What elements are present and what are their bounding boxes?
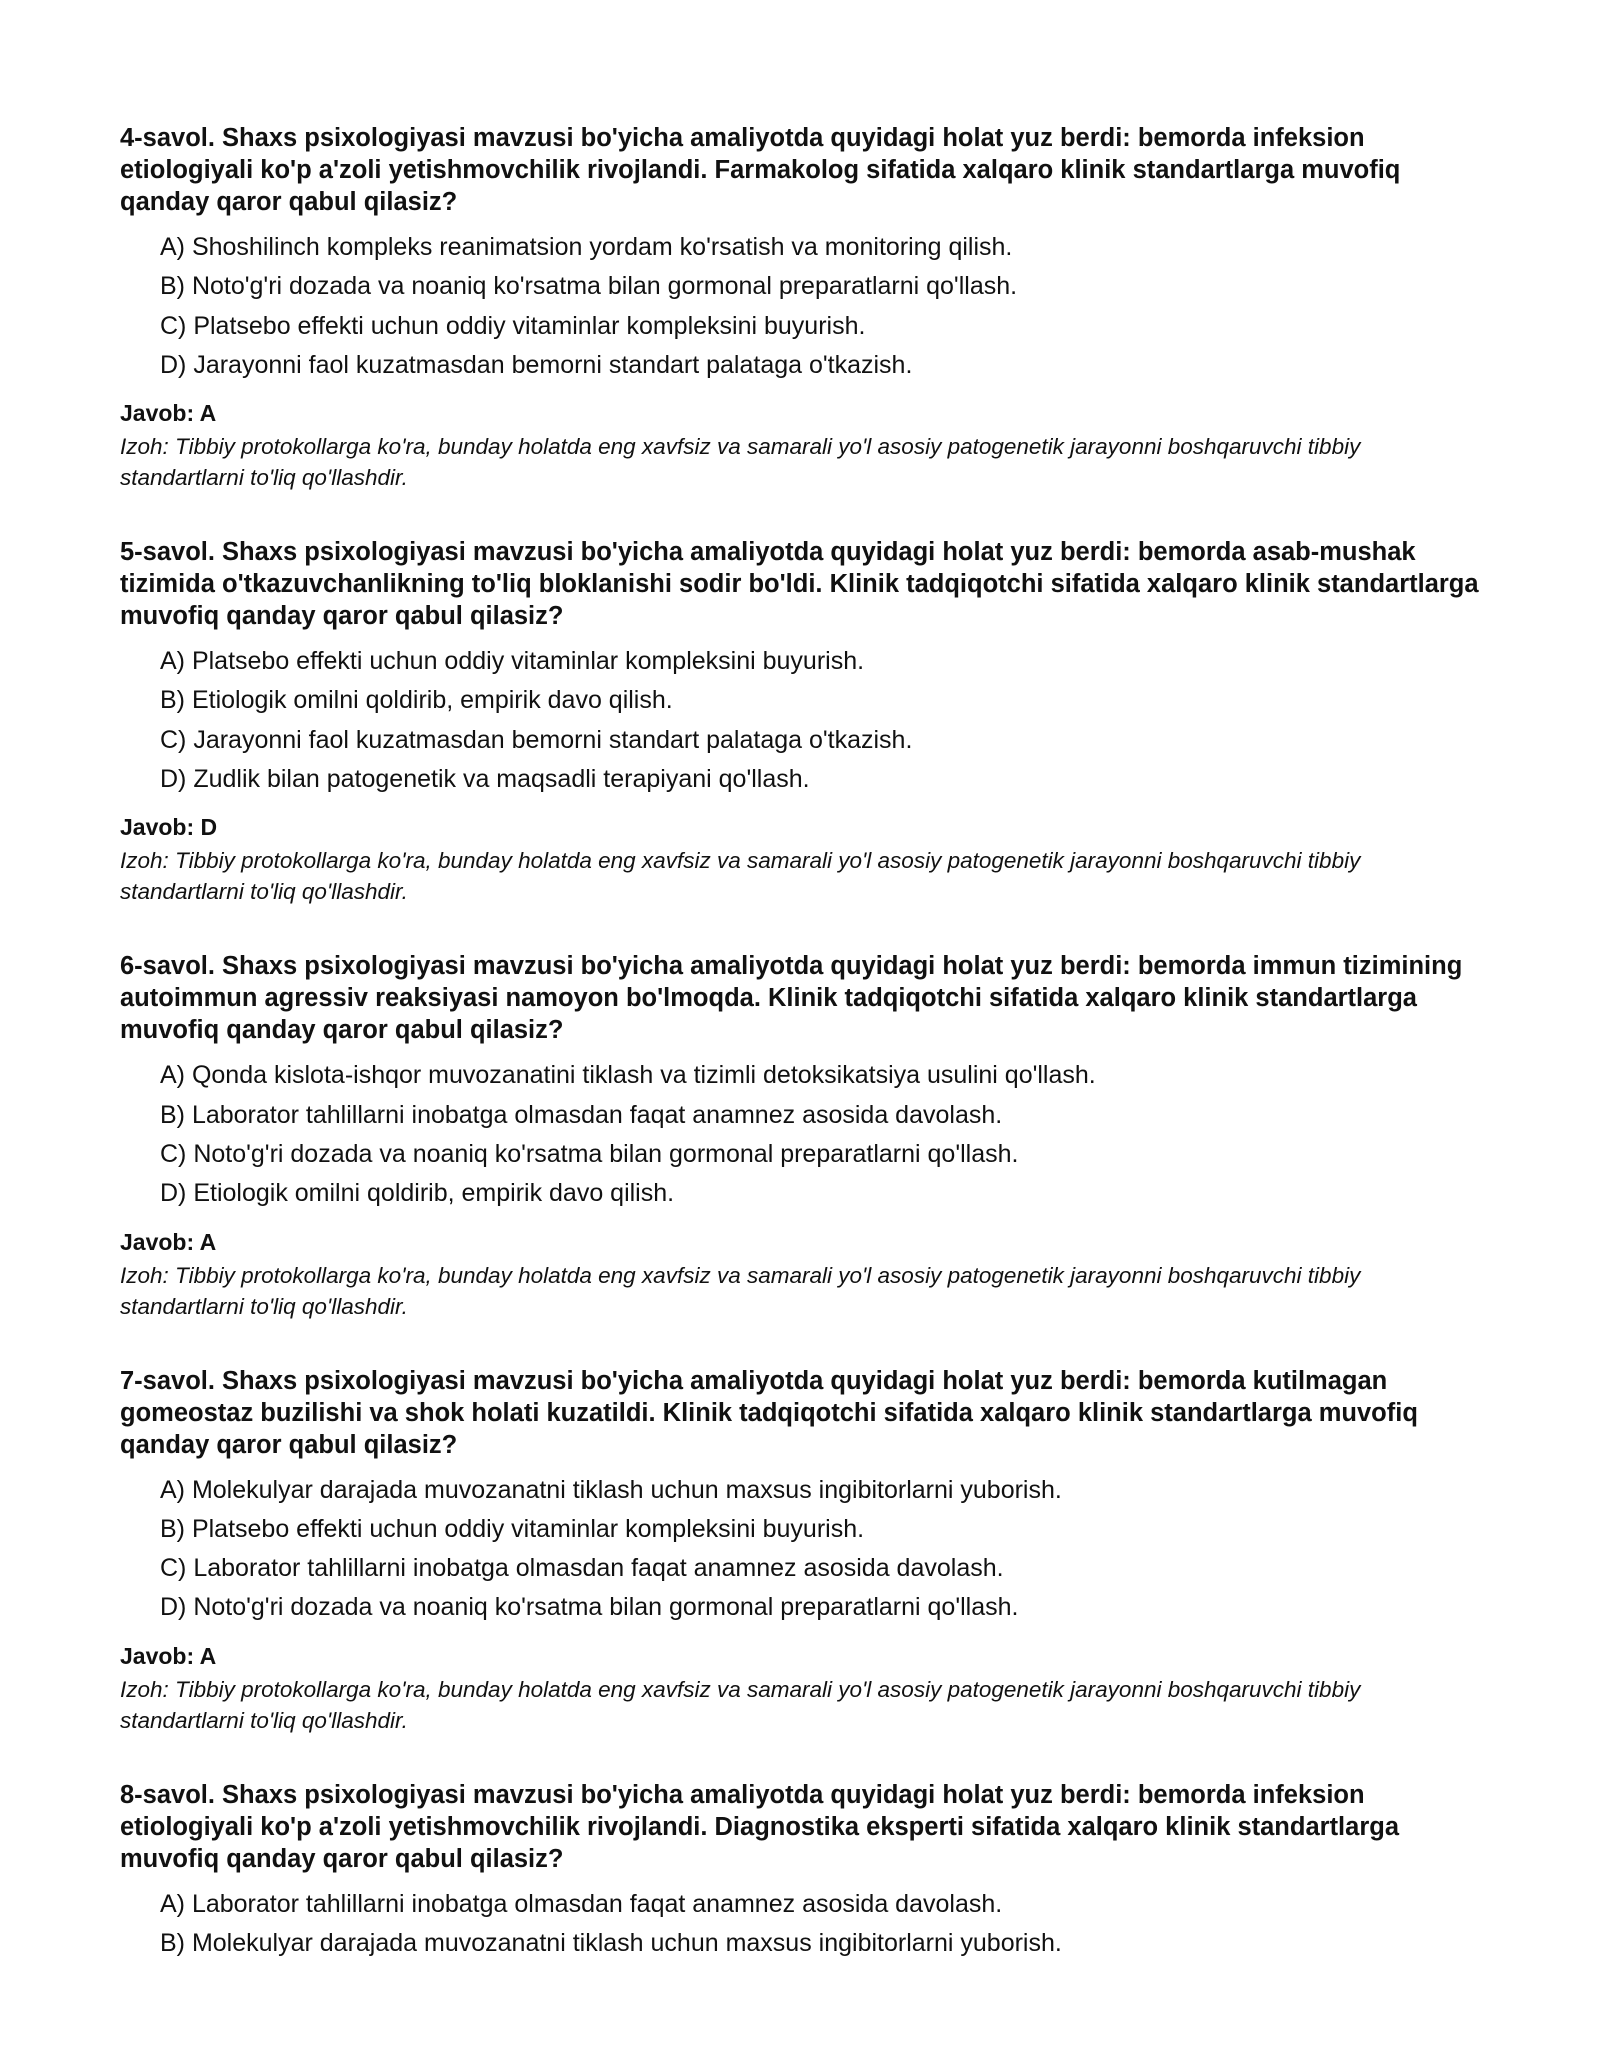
- option-a: A) Platsebo effekti uchun oddiy vitaminlar kompleksini buyurish.: [160, 647, 865, 676]
- question-title: 4-savol. Shaxs psixologiyasi mavzusi bo'yicha amaliyotda quyidagi holat yuz berdi: bemorda infeksion etiologiyali ko'p a'zoli yetishmovchilik rivojlandi. Farmakolog sifatida xalqaro klinik standartlarga muvofiq qanday qaror qabul qilasiz?: [120, 124, 1401, 216]
- option-d: D) Zudlik bilan patogenetik va maqsadli terapiyani qo'llash.: [160, 765, 810, 794]
- option-a: A) Laborator tahlillarni inobatga olmasdan faqat anamnez asosida davolash.: [160, 1889, 1003, 1918]
- option-c: C) Jarayonni faol kuzatmasdan bemorni standart palataga o'tkazish.: [160, 725, 913, 754]
- question-title: 7-savol. Shaxs psixologiyasi mavzusi bo'yicha amaliyotda quyidagi holat yuz berdi: bemorda kutilmagan gomeostaz buzilishi va shok holati kuzatildi. Klinik tadqiqotchi sifatida xalqaro klinik standartlarga muvofiq qanday qaror qabul qilasiz?: [120, 1366, 1418, 1459]
- explanation-note: Izoh: Tibbiy protokollarga ko'ra, bunday holatda eng xavfsiz va samarali yo'l asosiy patogenetik jarayonni boshqaruvchi tibbiy standartlarni to'liq qo'llashdir.: [120, 848, 1361, 905]
- option-b: B) Noto'g'ri dozada va noaniq ko'rsatma bilan gormonal preparatlarni qo'llash.: [160, 272, 1018, 301]
- option-c: C) Laborator tahlillarni inobatga olmasdan faqat anamnez asosida davolash.: [160, 1554, 1004, 1583]
- question-5: [120, 536, 1490, 907]
- option-b: B) Etiologik omilni qoldirib, empirik davo qilish.: [160, 686, 673, 715]
- option-c: C) Noto'g'ri dozada va noaniq ko'rsatma bilan gormonal preparatlarni qo'llash.: [160, 1139, 1019, 1168]
- option-b: B) Molekulyar darajada muvozanatni tiklash uchun maxsus ingibitorlarni yuborish.: [160, 1929, 1062, 1958]
- explanation-note: Izoh: Tibbiy protokollarga ko'ra, bunday holatda eng xavfsiz va samarali yo'l asosiy patogenetik jarayonni boshqaruvchi tibbiy standartlarni to'liq qo'llashdir.: [120, 1262, 1361, 1319]
- option-b: B) Platsebo effekti uchun oddiy vitaminlar kompleksini buyurish.: [160, 1514, 865, 1543]
- document-page: [120, 122, 1490, 2006]
- answer-key: Javob: A: [120, 1642, 217, 1669]
- answer-options: [120, 228, 1490, 385]
- answer-key: Javob: A: [120, 1228, 217, 1255]
- question-4: [120, 122, 1490, 493]
- option-a: A) Shoshilinch kompleks reanimatsion yordam ko'rsatish va monitoring qilish.: [160, 233, 1013, 261]
- answer-key: Javob: D: [120, 814, 218, 841]
- option-d: D) Jarayonni faol kuzatmasdan bemorni standart palataga o'tkazish.: [160, 350, 913, 379]
- option-d: D) Etiologik omilni qoldirib, empirik davo qilish.: [160, 1179, 675, 1208]
- option-a: A) Qonda kislota-ishqor muvozanatini tiklash va tizimli detoksikatsiya usulini qo'llash.: [160, 1061, 1096, 1090]
- question-title: 5-savol. Shaxs psixologiyasi mavzusi bo'yicha amaliyotda quyidagi holat yuz berdi: bemorda asab-mushak tizimida o'tkazuvchanlikning to'liq bloklanishi sodir bo'ldi. Klinik tadqiqotchi sifatida xalqaro klinik standartlarga muvofiq qanday qaror qabul qilasiz?: [120, 538, 1479, 631]
- explanation-note: Izoh: Tibbiy protokollarga ko'ra, bunday holatda eng xavfsiz va samarali yo'l asosiy patogenetik jarayonni boshqaruvchi tibbiy standartlarni to'liq qo'llashdir.: [120, 1676, 1361, 1733]
- question-6: [120, 950, 1490, 1321]
- explanation-note: Izoh: Tibbiy protokollarga ko'ra, bunday holatda eng xavfsiz va samarali yo'l asosiy patogenetik jarayonni boshqaruvchi tibbiy standartlarni to'liq qo'llashdir.: [120, 434, 1361, 491]
- question-title: 8-savol. Shaxs psixologiyasi mavzusi bo'yicha amaliyotda quyidagi holat yuz berdi: bemorda infeksion etiologiyali ko'p a'zoli yetishmovchilik rivojlandi. Diagnostika eksperti sifatida xalqaro klinik standartlarga muvofiq qanday qaror qabul qilasiz?: [120, 1780, 1400, 1873]
- answer-key: Javob: A: [120, 400, 217, 427]
- option-d: D) Noto'g'ri dozada va noaniq ko'rsatma bilan gormonal preparatlarni qo'llash.: [160, 1593, 1019, 1622]
- option-b: B) Laborator tahlillarni inobatga olmasdan faqat anamnez asosida davolash.: [160, 1100, 1003, 1129]
- answer-options: [120, 1056, 1490, 1213]
- question-7: [120, 1365, 1490, 1736]
- question-8: [120, 1779, 1490, 1964]
- option-c: C) Platsebo effekti uchun oddiy vitaminlar kompleksini buyurish.: [160, 311, 866, 340]
- answer-options: [120, 1885, 1490, 1964]
- answer-options: [120, 642, 1490, 799]
- option-a: A) Molekulyar darajada muvozanatni tiklash uchun maxsus ingibitorlarni yuborish.: [160, 1475, 1062, 1504]
- answer-options: [120, 1471, 1490, 1628]
- question-title: 6-savol. Shaxs psixologiyasi mavzusi bo'yicha amaliyotda quyidagi holat yuz berdi: bemorda immun tizimining autoimmun agressiv reaksiyasi namoyon bo'lmoqda. Klinik tadqiqotchi sifatida xalqaro klinik standartlarga muvofiq qanday qaror qabul qilasiz?: [120, 952, 1463, 1045]
